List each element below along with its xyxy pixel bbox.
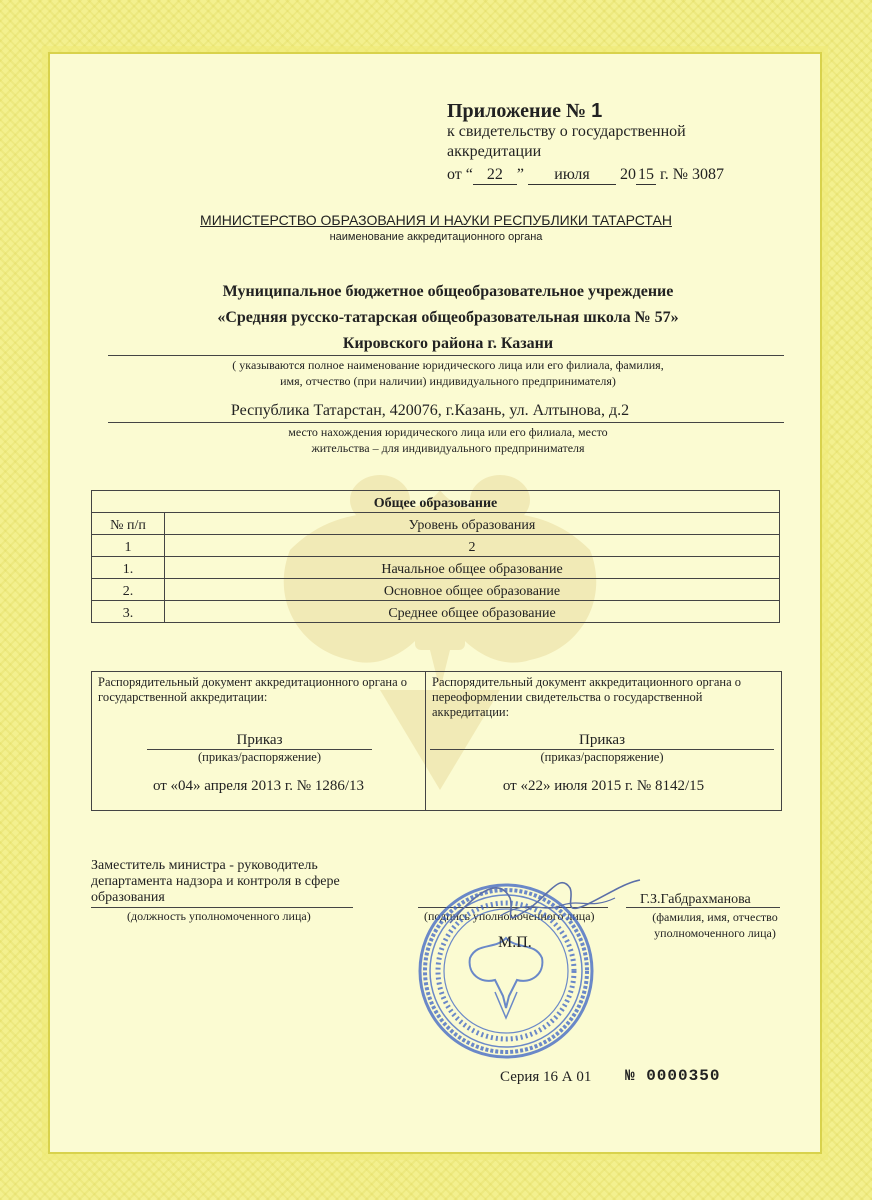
address-caption: место нахождения юридического лица или его филиала, место жительства – для индивидуального предпринимателя (288, 425, 608, 455)
organization-caption: ( указываются полное наименование юридического лица или его филиала, фамилия, имя, отчество (при наличии) индивидуального предпринимателя) (232, 358, 664, 388)
organization-underline (108, 355, 784, 356)
appendix-title: Приложение № 1 (447, 100, 603, 122)
seal-mark: М.П. (498, 934, 532, 951)
reissue-document-type: Приказ (430, 732, 774, 750)
accreditation-document-caption: (приказ/распоряжение) (197, 750, 322, 764)
handwritten-signature (440, 868, 650, 938)
row-level: Основное общее образование (165, 579, 780, 601)
accreditation-document-label: Распорядительный документ аккредитационного органа о государственной аккредитации: (98, 675, 407, 704)
table-row (92, 601, 780, 623)
row-level: Среднее общее образование (165, 601, 780, 623)
column-header-number: № п/п (92, 513, 165, 535)
reissue-document-label: Распорядительный документ аккредитационного органа о переоформлении свидетельства о государственной аккредитации: (432, 675, 741, 719)
reissue-document-date: от «22» июля 2015 г. № 8142/15 (502, 778, 705, 794)
table-row (92, 579, 780, 601)
signer-name-caption: (фамилия, имя, отчество уполномоченного лица) (652, 910, 778, 940)
form-series: Серия 16 А 01 (500, 1069, 592, 1085)
row-number: 2. (92, 579, 165, 601)
index-cell-1: 1 (92, 535, 165, 557)
documents-box (91, 671, 782, 811)
table-title-row (92, 491, 780, 513)
table-row (92, 557, 780, 579)
signer-name: Г.З.Габдрахманова (640, 892, 751, 907)
row-number: 3. (92, 601, 165, 623)
reissue-document (426, 672, 781, 810)
organization-line-3: Кировского района г. Казани (342, 335, 554, 352)
address-underline (108, 422, 784, 423)
accreditation-document-date: от «04» апреля 2013 г. № 1286/13 (152, 778, 365, 794)
accreditation-document (92, 672, 426, 810)
index-cell-2: 2 (165, 535, 780, 557)
address-value: Республика Татарстан, 420076, г.Казань, ул. Алтынова, д.2 (230, 402, 630, 419)
appendix-date: от “ 22 ” июля 20 15 г. № 3087 (447, 166, 725, 183)
organization-line-1: Муниципальное бюджетное общеобразовательное учреждение (222, 283, 674, 300)
reissue-document-caption: (приказ/распоряжение) (540, 750, 664, 764)
table-index-row (92, 535, 780, 557)
signer-position-caption: (должность уполномоченного лица) (127, 909, 311, 923)
signer-position: Заместитель министра - руководитель департамента надзора и контроля в сфере образования (91, 858, 340, 905)
table-title: Общее образование (92, 491, 780, 513)
education-table (91, 490, 780, 623)
form-number: № 0000350 (625, 1067, 721, 1085)
table-header-row (92, 513, 780, 535)
signer-position-underline (91, 907, 353, 908)
appendix-subtitle: к свидетельству о государственной аккредитации (447, 123, 686, 160)
accreditation-document-type: Приказ (147, 732, 372, 750)
ministry-caption: наименование аккредитационного органа (329, 231, 543, 243)
ministry-name: МИНИСТЕРСТВО ОБРАЗОВАНИЯ И НАУКИ РЕСПУБЛИКИ ТАТАРСТАН (200, 212, 672, 228)
row-level: Начальное общее образование (165, 557, 780, 579)
organization-line-2: «Средняя русско-татарская общеобразовательная школа № 57» (217, 309, 679, 326)
row-number: 1. (92, 557, 165, 579)
column-header-level: Уровень образования (165, 513, 780, 535)
signature-caption: (подпись уполномоченного лица) (424, 909, 595, 923)
